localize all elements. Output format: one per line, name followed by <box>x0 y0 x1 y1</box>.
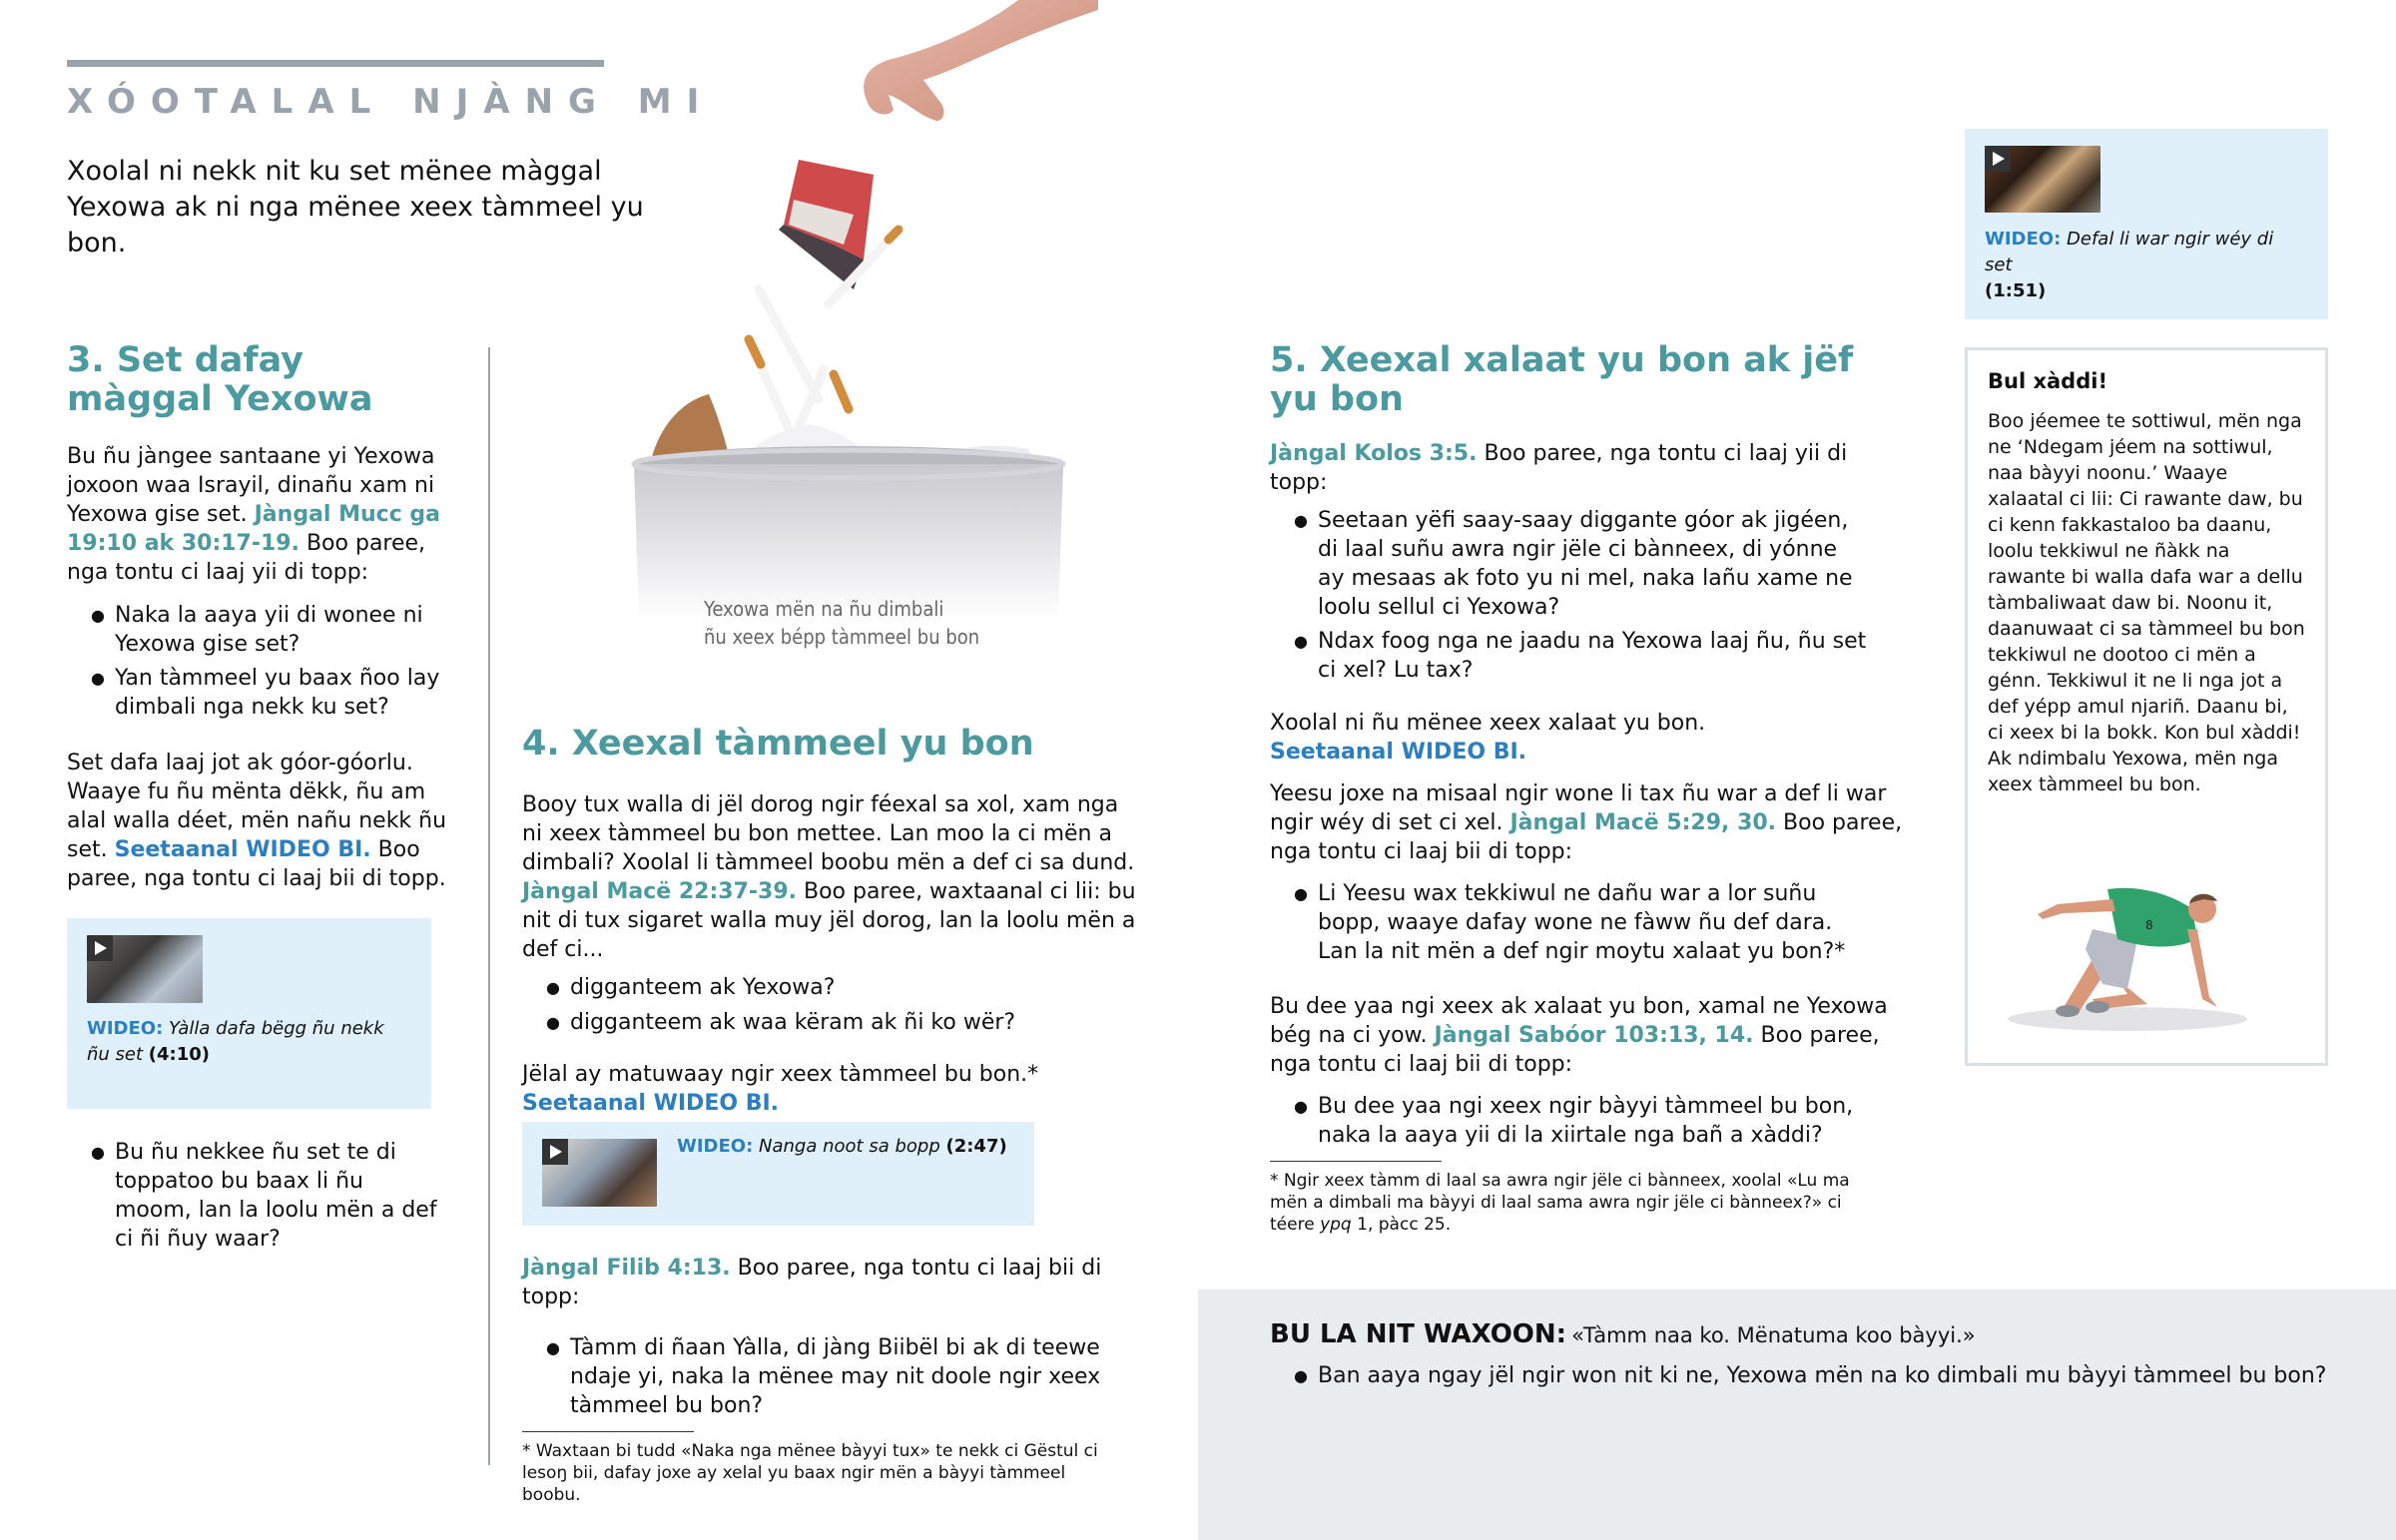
question-item: ● Bu dee yaa ngi xeex ngir bàyyi tàmmeel bu bon, naka la aaya yii di la xiirtale nga bañ a xàddi? <box>1270 1092 1869 1150</box>
page-title: XÓOTALAL NJÀNG MI <box>67 82 715 122</box>
video-label: WIDEO: <box>1985 229 2062 250</box>
footnote-page: 1, pàcc 25. <box>1357 1215 1452 1235</box>
section-4 <box>522 725 1136 1118</box>
question-item: ● Li Yeesu wax tekkiwul ne dañu war a lor suñu bopp, waaye dafay wone ne fàww ñu def dara. Lan la nit mën a def ngir moytu xalaat yu bon?* <box>1270 879 1869 966</box>
section-5-paragraph-1 <box>1270 439 1909 497</box>
section-3-p2-after: Boo paree, nga tontu ci laaj bii di topp. <box>67 837 446 891</box>
question-item: ● Ban aaya ngay jël ngir won nit ki ne, Yexowa mën na ko dimbali mu bàyyi tàmmeel bu bon? <box>1270 1361 2368 1390</box>
video-thumbnail[interactable] <box>542 1139 657 1207</box>
watch-video-link[interactable]: Seetaanal WIDEO BI. <box>1270 740 1527 765</box>
section-5-paragraph-2 <box>1270 709 1909 767</box>
video-label: WIDEO: <box>677 1136 754 1157</box>
section-5-p3-after: Boo paree, nga tontu ci laaj bii di topp: <box>1270 810 1903 864</box>
play-icon[interactable] <box>87 935 113 961</box>
section-5-p3-text: Yeesu joxe na misaal ngir wone li tax ñu war a def li war ngir wéy di set ci xel. <box>1270 781 1887 835</box>
section-5-footnote <box>1270 1170 1869 1236</box>
section-4-paragraph-2 <box>522 1060 1136 1118</box>
video-card-defal-li-war[interactable] <box>1965 129 2328 319</box>
summary-quote: «Tàmm naa ko. Mënatuma koo bàyyi.» <box>1571 1323 1976 1347</box>
section-5-mid-question <box>1270 879 1869 966</box>
section-3-p2-text: Set dafa laaj jot ak góor-góorlu. Waaye fu ñu mënta dëkk, ñu am alal walla déet, mën nañu nekk ñu set. <box>67 751 447 862</box>
video-caption <box>677 1134 1016 1160</box>
section-3-p1-text: Bu ñu jàngee santaane yi Yexowa joxoon waa Israyil, dinañu xam ni Yexowa gise set. <box>67 444 435 527</box>
video-title: Defal li war ngir wéy di set <box>1985 229 2274 275</box>
section-3-final-question <box>67 1138 446 1254</box>
summary-heading <box>1270 1317 1976 1352</box>
trash-illustration <box>589 0 1108 619</box>
question-item: ● Bu ñu nekkee ñu set te di toppatoo bu baax li ñu moom, lan la loolu mën a def ci ñi ñuy waar? <box>67 1138 446 1254</box>
encouragement-box <box>1965 347 2328 1066</box>
video-title: Nanga noot sa bopp <box>759 1136 940 1157</box>
question-item: ● Seetaan yëfi saay-saay diggante góor ak jigéen, di laal suñu awra ngir jële ci bànneex, di yónne ay mesaas ak foto yu ni mel, naka lañu xame ne loolu sellul ci Yexowa? <box>1270 506 1869 622</box>
section-5-p2-text: Xoolal ni ñu mënee xeex xalaat yu bon. <box>1270 711 1706 736</box>
section-3-questions <box>67 601 466 722</box>
scripture-link-saboor[interactable]: Jàngal Sabóor 103:13, 14. <box>1434 1023 1754 1048</box>
video-duration: (4:10) <box>148 1044 211 1065</box>
video-card-yalla-dafa-begg[interactable] <box>67 918 431 1109</box>
section-3-paragraph-2 <box>67 749 466 893</box>
caption-line-1: Yexowa mën na ñu dimbali <box>704 597 944 621</box>
footnote-publication: ypq <box>1320 1215 1352 1235</box>
section-5-p4-text: Bu dee yaa ngi xeex ak xalaat yu bon, xamal ne Yexowa bég na ci yow. <box>1270 994 1888 1048</box>
section-5-final-question <box>1270 1092 1869 1150</box>
watch-video-link[interactable]: Seetaanal WIDEO BI. <box>114 837 371 862</box>
section-4-paragraph-1 <box>522 790 1136 964</box>
video-thumbnail[interactable] <box>1985 146 2100 213</box>
scripture-link-mucc-ga[interactable]: Jàngal Mucc ga 19:10 ak 30:17-19. <box>67 502 441 556</box>
question-item: ● digganteem ak waa këram ak ñi ko wër? <box>522 1008 1136 1037</box>
section-5 <box>1270 341 1909 1236</box>
scripture-link-mace-5[interactable]: Jàngal Macë 5:29, 30. <box>1509 810 1777 835</box>
section-4-questions <box>522 973 1136 1037</box>
section-4-p3-after: Boo paree, nga tontu ci laaj bii di topp: <box>522 1256 1102 1309</box>
video-duration: (2:47) <box>945 1136 1007 1157</box>
trash-can-icon <box>589 0 1108 619</box>
section-4-p2-text: Jëlal ay matuwaay ngir xeex tàmmeel bu bon.* <box>522 1062 1039 1087</box>
header-rule <box>67 60 604 67</box>
video-caption <box>1985 227 2304 304</box>
scripture-link-kolos[interactable]: Jàngal Kolos 3:5. <box>1270 441 1478 466</box>
video-title: Yàlla dafa bëgg ñu nekk ñu set <box>87 1018 384 1065</box>
section-5-paragraph-4 <box>1270 992 1909 1079</box>
question-item: ● digganteem ak Yexowa? <box>522 973 1136 1002</box>
footnote-text: * Ngir xeex tàmm di laal sa awra ngir jële ci bànneex, xoolal «Lu ma mën a dimbali ma bàyyi di laal sama awra ngir jële ci bànneex?» ci téere <box>1270 1171 1850 1235</box>
section-4-final-question <box>522 1333 1121 1420</box>
video-label: WIDEO: <box>87 1018 164 1039</box>
play-icon[interactable] <box>1985 146 2011 172</box>
question-item: ● Naka la aaya yii di wonee ni Yexowa gise set? <box>67 601 466 659</box>
section-3 <box>67 341 466 893</box>
summary-questions <box>1270 1361 2368 1390</box>
video-card-nanga-noot[interactable] <box>522 1122 1034 1226</box>
illustration-caption <box>704 595 1023 651</box>
question-item: ● Tàmm di ñaan Yàlla, di jàng Biibël bi ak di teewe ndaje yi, naka la mënee may nit doole ngir xeex tàmmeel bu bon? <box>522 1333 1121 1420</box>
section-4-p1-after: Boo paree, waxtaanal ci lii: bu nit di tux sigaret walla muy jël dorog, lan la loolu mën a def ci... <box>522 879 1136 962</box>
section-5-p4-after: Boo paree, nga tontu ci laaj bii di topp: <box>1270 1023 1880 1077</box>
runner-illustration <box>1998 869 2297 1039</box>
section-5-questions <box>1270 506 1869 685</box>
question-item: ● Yan tàmmeel yu baax ñoo lay dimbali nga nekk ku set? <box>67 664 466 722</box>
section-3-title: 3. Set dafay màggal Yexowa <box>67 340 373 419</box>
video-thumbnail[interactable] <box>87 935 203 1003</box>
section-4-footnote: * Waxtaan bi tudd «Naka nga mënee bàyyi tux» te nekk ci Gëstul ci lesoŋ bii, dafay joxe ay xelal yu baax ngir mën a bàyyi tàmmeel boobu. <box>522 1441 1098 1505</box>
scripture-link-mace-22[interactable]: Jàngal Macë 22:37-39. <box>522 879 797 904</box>
scripture-link-filib[interactable]: Jàngal Filib 4:13. <box>522 1256 731 1281</box>
footnote-divider <box>1270 1161 1442 1162</box>
play-icon[interactable] <box>542 1139 568 1165</box>
footnote-divider <box>522 1431 694 1432</box>
summary-panel <box>1198 1289 2396 1540</box>
encouragement-text: Boo jéemee te sottiwul, mën nga ne ‘Ndegam jéem na sottiwul, naa bàyyi noonu.’ Waaye xalaatal ci lii: Ci rawante daw, bu ci kenn fakkastaloo ba daanu, loolu tekkiwul ne ñàkk na rawante bi walla dafa war a dellu tàmbaliwaat daw bi. Noonu it, daanuwaat ci sa tàmmeel bu bon tekkiwul ne dootoo ci mën a génn. Tekkiwul it ne li nga jot a def yépp amul njariñ. Daanu bi, ci xeex bi la bokk. Kon bul xàddi! Ak ndimbalu Yexowa, mën nga xeex tàmmeel bu bon. <box>1988 410 2305 795</box>
section-5-paragraph-3 <box>1270 779 1909 866</box>
question-item: ● Ndax foog nga ne jaadu na Yexowa laaj ñu, ñu set ci xel? Lu tax? <box>1270 627 1869 685</box>
watch-video-link[interactable]: Seetaanal WIDEO BI. <box>522 1091 780 1116</box>
section-4-paragraph-3 <box>522 1254 1121 1311</box>
section-4-p1-text: Booy tux walla di jël dorog ngir féexal sa xol, xam nga ni xeex tàmmeel bu bon mettee. Lan moo la ci mën a dimbali? Xoolal li tàmmeel boobu mën a def ci sa dund. <box>522 792 1135 875</box>
section-5-title: 5. Xeexal xalaat yu bon ak jëf yu bon <box>1270 340 1854 419</box>
caption-line-2: ñu xeex bépp tàmmeel bu bon <box>704 625 980 649</box>
section-3-p1-after: Boo paree, nga tontu ci laaj yii di topp: <box>67 531 426 585</box>
summary-label: BU LA NIT WAXOON: <box>1270 1319 1567 1349</box>
runner-bib-number: 8 <box>2145 918 2153 932</box>
video-caption <box>87 1016 386 1068</box>
section-3-paragraph-1 <box>67 442 466 587</box>
encouragement-title: Bul xàddi! <box>1988 369 2108 393</box>
video-duration: (1:51) <box>1985 280 2047 301</box>
section-4-continued <box>522 1254 1121 1506</box>
section-5-p1-after: Boo paree, nga tontu ci laaj yii di topp: <box>1270 441 1848 495</box>
intro-text: Xoolal ni nekk nit ku set mënee màggal Yexowa ak ni nga mënee xeex tàmmeel yu bon. <box>67 156 644 258</box>
column-divider <box>488 347 490 1465</box>
section-4-title: 4. Xeexal tàmmeel yu bon <box>522 724 1034 764</box>
